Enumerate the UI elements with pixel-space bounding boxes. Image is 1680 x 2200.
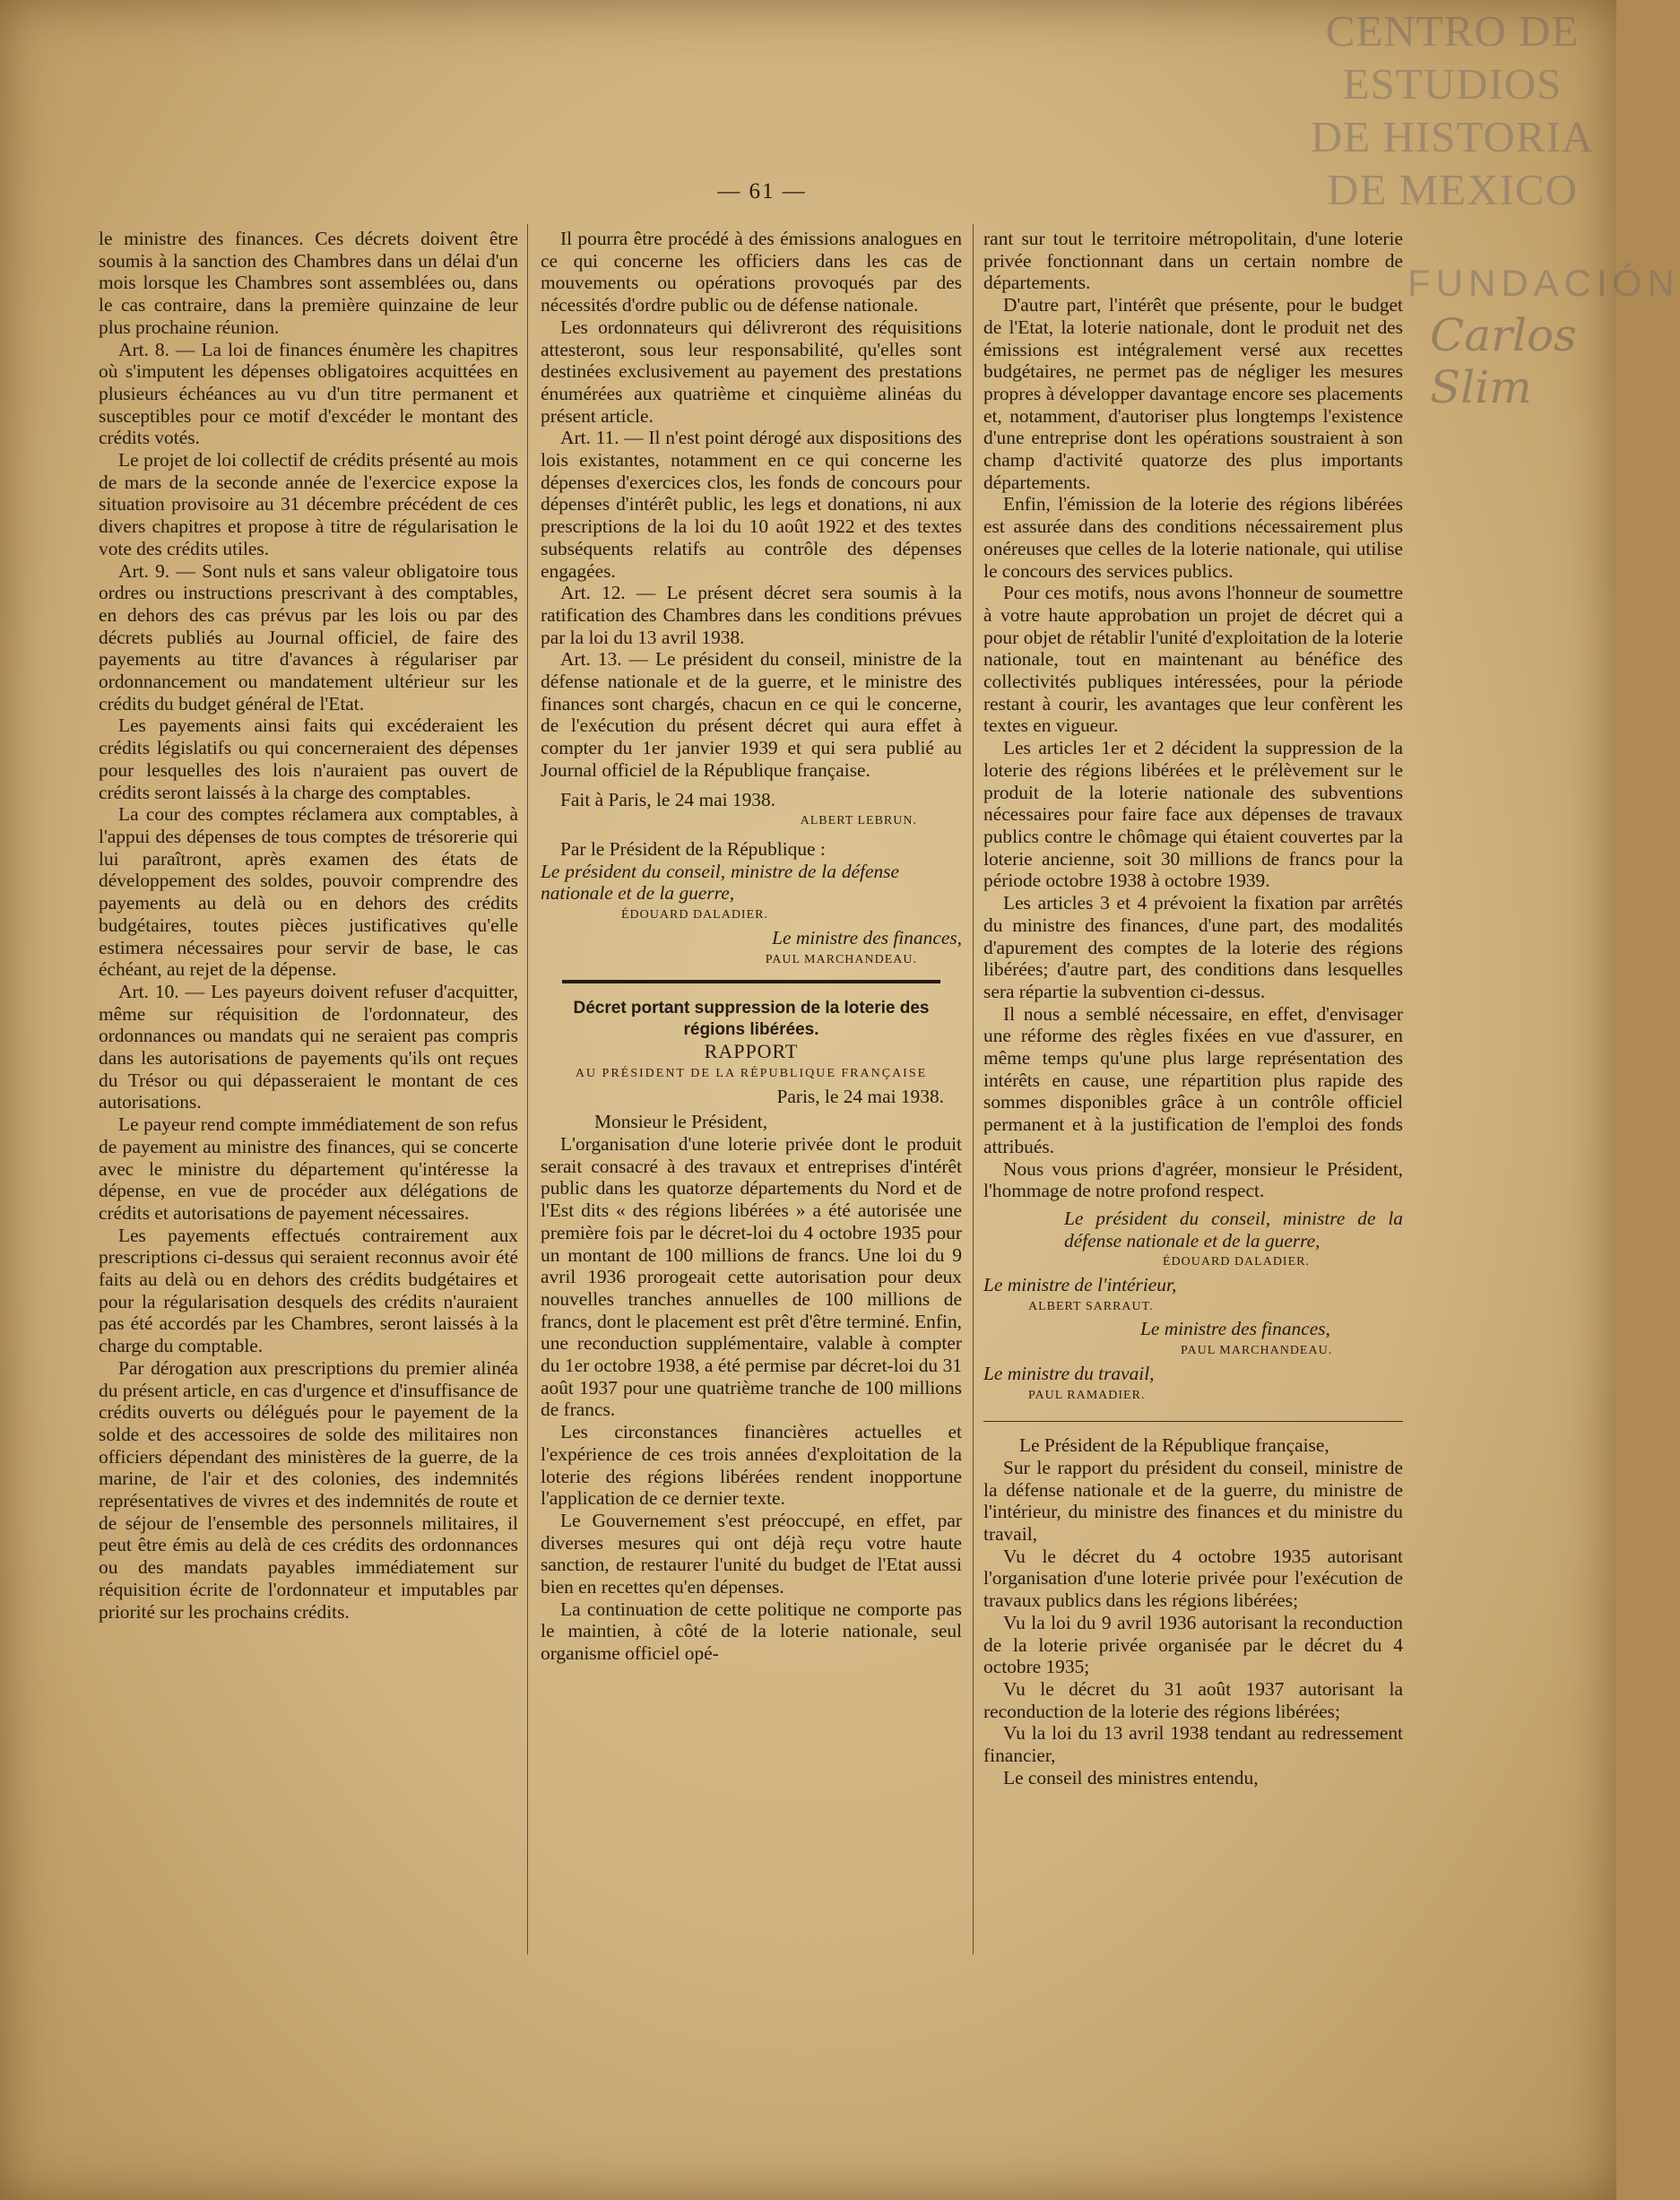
section-rule [983, 1421, 1403, 1422]
par-president-line: Par le Président de la République : [560, 837, 826, 860]
paragraph: Enfin, l'émission de la loterie des régions libérées est assurée dans des conditions nécessairement plus onéreuses que celles de la loterie nationale, qui utilise le concours des services publics. [983, 493, 1403, 582]
signature-daladier: ÉDOUARD DALADIER. [1163, 1255, 1310, 1269]
paragraph: Vu la loi du 9 avril 1936 autorisant la reconduction de la loterie privée organisée par le décret du 4 octobre 1935; [983, 1611, 1403, 1678]
paragraph: Les ordonnateurs qui délivreront des réquisitions attesteront, sous leur responsabilité, qu'elles sont destinées exclusivement au payement des prestations énumérées aux quatrième et cinquième alinéas du présent article. [541, 316, 962, 427]
paragraph: La cour des comptes réclamera aux comptables, à l'appui des dépenses de tous comptes de trésorerie qui lui paraîtront, après examen des états de développement des soldes, pouvoir comprendre des payements au delà ou en dehors des crédits budgétaires, toutes pièces justificatives qu'elle estimera nécessaires pour servir de base, le cas échéant, au rejet de la dépense. [99, 803, 518, 981]
ministre-travail-title: Le ministre du travail, [983, 1362, 1155, 1384]
watermark-line: DE HISTORIA [1310, 112, 1595, 161]
rapport-subtitle: AU PRÉSIDENT DE LA RÉPUBLIQUE FRANÇAISE [575, 1066, 928, 1080]
paragraph: Le payeur rend compte immédiatement de son refus de payement au ministre des finances, qui se concerte avec le ministre du département qu'intéresse la dépense, en vue de procéder aux délégations de crédits et autorisations de payement nécessaires. [99, 1113, 518, 1224]
decree-title: Décret portant suppression de la loterie des régions libérées. [573, 999, 930, 1040]
watermark-line: ESTUDIOS [1342, 59, 1563, 108]
paragraph: Les articles 1er et 2 décident la suppression de la loterie des régions libérées et le prélèvement sur le produit de la loterie nationale des subventions nécessaires pour faire face aux dépenses de travaux publics contre le chômage qui étaient couvertes par la loterie ancienne, soit 30 millions de francs pour la période octobre 1938 à octobre 1939. [983, 737, 1403, 892]
paragraph: le ministre des finances. Ces décrets doivent être soumis à la sanction des Chambres dans un délai d'un mois lorsque les Chambres sont assemblées ou, dans le cas contraire, dans la première quinzaine de leur plus prochaine réunion. [99, 228, 518, 338]
paragraph: Les articles 3 et 4 prévoient la fixation par arrêtés du ministre des finances, d'une part, des modalités d'apurement des comptes de la loterie des régions libérées; d'autre part, des conditions dans lesquelles sera répartie la subvention ci-dessus. [983, 892, 1403, 1002]
paragraph: Le Président de la République française, [1019, 1434, 1329, 1457]
paragraph: Les payements ainsi faits qui excéderaient les crédits législatifs ou qui concerneraient des dépenses pour lesquelles des lois n'auraient pas ouvert de crédits seront laissés à la charge des comptables. [99, 715, 518, 803]
paragraph: Par dérogation aux prescriptions du premier alinéa du présent article, en cas d'urgence et d'insuffisance de crédits ouverts ou délégués pour le payement de la solde et des accessoires de solde des militaires non officiers dépendant des ministères de la guerre, de la marine, de l'air et des colonies, des indemnités représentatives de vivres et des indemnités de route et de séjour de l'ensemble des personnels militaires, il peut être émis au delà de ces crédits des ordonnances ou des mandats payables immédiatement sur réquisition écrite de l'ordonnateur et imputables par priorité sur les prochains crédits. [99, 1356, 518, 1623]
paragraph: Il pourra être procédé à des émissions analogues en ce qui concerne les officiers dans les cas de mouvements ou opérations provoqués par des nécessités d'ordre public ou de défense nationale. [541, 228, 962, 316]
paragraph: Le projet de loi collectif de crédits présenté au mois de mars de la seconde année de l'exercice expose la situation provisoire au 31 décembre précédent de ces divers chapitres et propose à titre de régularisation le vote des crédits utiles. [99, 449, 518, 559]
signature-daladier: ÉDOUARD DALADIER. [621, 908, 768, 922]
paragraph: D'autre part, l'intérêt que présente, pour le budget de l'Etat, la loterie nationale, dont le produit net des émissions est intégralement versé aux recettes budgétaires, ne permet pas de négliger les mesures propres à développer davantage encore ses placements et, notamment, d'autoriser plus longtemps l'existence d'une entreprise dont les opérations soustraient à son champ d'activité quatorze des plus importants départements. [983, 294, 1403, 493]
paragraph: Art. 8. — La loi de finances énumère les chapitres où s'imputent les dépenses obligatoires acquittées en plusieurs échéances au vu d'un titre permanent et susceptibles pour ce motif d'excéder le montant des crédits votés. [99, 338, 518, 449]
paragraph: Il nous a semblé nécessaire, en effet, d'envisager une réforme des règles fixées en vue d'assurer, en même temps qu'une plus large représentation des intérêts en cause, une répartition plus rapide des sommes disponibles grâce à un contrôle officiel permanent et à la justification de l'emploi des fonds attribués. [983, 1002, 1403, 1157]
president-conseil-title: Le président du conseil, ministre de la défense nationale et de la guerre, [1064, 1207, 1403, 1252]
paragraph: Le Gouvernement s'est préoccupé, en effet, par diverses mesures qui ont déjà reçu votre haute sanction, de restaurer l'unité du budget de l'Etat aussi bien en recettes qu'en dépenses. [541, 1509, 962, 1598]
paragraph: Vu le décret du 4 octobre 1935 autorisant l'organisation d'une loterie privée pour l'exécution de travaux publics dans les régions libérées; [983, 1545, 1403, 1612]
signature-marchandeau: PAUL MARCHANDEAU. [765, 952, 917, 966]
column-left [99, 228, 518, 1623]
column-rule [973, 224, 974, 1954]
paragraph: rant sur tout le territoire métropolitain, d'une loterie privée fonctionnant dans un certain nombre de départements. [983, 228, 1403, 294]
ministre-interieur-title: Le ministre de l'intérieur, [983, 1274, 1177, 1296]
ministre-finances-title: Le ministre des finances, [1140, 1318, 1330, 1340]
signature-lebrun: ALBERT LEBRUN. [800, 814, 917, 828]
signature-sarraut: ALBERT SARRAUT. [1028, 1299, 1154, 1313]
paragraph: L'organisation d'une loterie privée dont le produit serait consacré à des travaux et entreprises d'intérêt public dans les quatorze départements du Nord et de l'Est dits « des régions libérées » a été autorisée une première fois par le décret-loi du 4 octobre 1935 pour un montant de 100 millions de francs. Une loi du 9 avril 1936 prorogeait cette autorisation pour deux nouvelles tranches annuelles de 100 millions de francs, dont le placement est prêt d'être terminé. Enfin, une reconduction supplémentaire, valable à compter du 1er octobre 1938, a été permise par décret-loi du 31 août 1937 pour une quatrième tranche de 100 millions de francs. [541, 1133, 962, 1421]
column-rule [527, 224, 528, 1954]
paragraph: Art. 10. — Les payeurs doivent refuser d'acquitter, même sur réquisition de l'ordonnateur, des ordonnances ou mandats qui ne seraient pas compris dans les autorisations de payements qu'ils ont reçues du Trésor ou qui dépasseraient le montant de ces autorisations. [99, 980, 518, 1113]
paragraph: Vu la loi du 13 avril 1938 tendant au redressement financier, [983, 1722, 1403, 1767]
paragraph: Art. 9. — Sont nuls et sans valeur obligatoire tous ordres ou instructions prescrivant à des comptables, en dehors des cas prévus par les lois ou par des décrets publiés au Journal officiel, de faire des payements au titre d'avances à régulariser par ordonnancement ou mandatement ultérieur sur les crédits du budget général de l'Etat. [99, 559, 518, 715]
president-conseil-title: Le président du conseil, ministre de la défense nationale et de la guerre, [541, 860, 899, 905]
column-right [983, 228, 1403, 1789]
paragraph: Les payements effectués contrairement aux prescriptions ci-dessus qui seraient reconnus avoir été faits au delà ou en dehors des crédits budgétaires et pour la régularisation desquels des crédits n'auraient pas été accordés par les Chambres, seront laissés à la charge du comptable. [99, 1224, 518, 1357]
paragraph: Sur le rapport du président du conseil, ministre de la défense nationale et de la guerre, du ministre de l'intérieur, du ministre des finances et du ministre du travail, [983, 1456, 1403, 1546]
watermark-line: DE MEXICO [1327, 165, 1578, 214]
paragraph: Art. 12. — Le présent décret sera soumis à la ratification des Chambres dans les conditions prévues par la loi du 13 avril 1938. [541, 582, 962, 648]
paragraph: Pour ces motifs, nous avons l'honneur de soumettre à votre haute approbation un projet de décret qui a pour objet de rétablir l'unité d'exploitation de la loterie nationale, tout en maintenant au bénéfice des collectivités publiques intéressées, pour la période restant à courir, les avantages que leur confèrent les textes en vigueur. [983, 582, 1403, 737]
column-middle [541, 228, 962, 1665]
fait-line: Fait à Paris, le 24 mai 1938. [560, 788, 776, 810]
signature-ramadier: PAUL RAMADIER. [1028, 1388, 1146, 1402]
paragraph: Le conseil des ministres entendu, [1003, 1766, 1259, 1789]
paragraph: Les circonstances financières actuelles et l'expérience de ces trois années d'exploitation de la loterie des régions libérées rendent inopportune l'application de ce dernier texte. [541, 1421, 962, 1510]
signature-marchandeau: PAUL MARCHANDEAU. [1181, 1344, 1333, 1358]
paragraph: Vu le décret du 31 août 1937 autorisant la reconduction de la loterie des régions libérées; [983, 1678, 1403, 1722]
watermark-foundation: FUNDACIÓN [1407, 262, 1680, 304]
paragraph: Art. 13. — Le président du conseil, ministre de la défense nationale et de la guerre, et le ministre des finances sont chargés, chacun en ce qui le concerne, de l'exécution du présent décret qui aura effet à compter du 1er janvier 1939 et qui sera publié au Journal officiel de la République française. [541, 648, 962, 781]
page-number: — 61 — [717, 179, 807, 204]
paragraph: Nous vous prions d'agréer, monsieur le Président, l'hommage de notre profond respect. [983, 1157, 1403, 1202]
ministre-finances-title: Le ministre des finances, [772, 926, 962, 948]
rapport-title: RAPPORT [704, 1040, 799, 1063]
rapport-date: Paris, le 24 mai 1938. [776, 1085, 944, 1107]
watermark-line: CENTRO DE [1325, 6, 1580, 56]
watermark-signature: Carlos Slim [1430, 309, 1577, 413]
archive-watermark [1291, 4, 1614, 216]
salutation: Monsieur le Président, [594, 1111, 768, 1133]
paragraph: Art. 11. — Il n'est point dérogé aux dispositions des lois existantes, notamment en ce qui concerne les dépenses d'exercices clos, les fonds de concours pour dépenses d'intérêt public, les legs et donations, ni aux prescriptions de la loi du 10 août 1922 et des textes subséquents relatifs au contrôle des dépenses engagées. [541, 427, 962, 582]
section-rule [562, 980, 940, 983]
paragraph: La continuation de cette politique ne comporte pas le maintien, à côté de la loterie nationale, seul organisme officiel opé- [541, 1598, 962, 1665]
